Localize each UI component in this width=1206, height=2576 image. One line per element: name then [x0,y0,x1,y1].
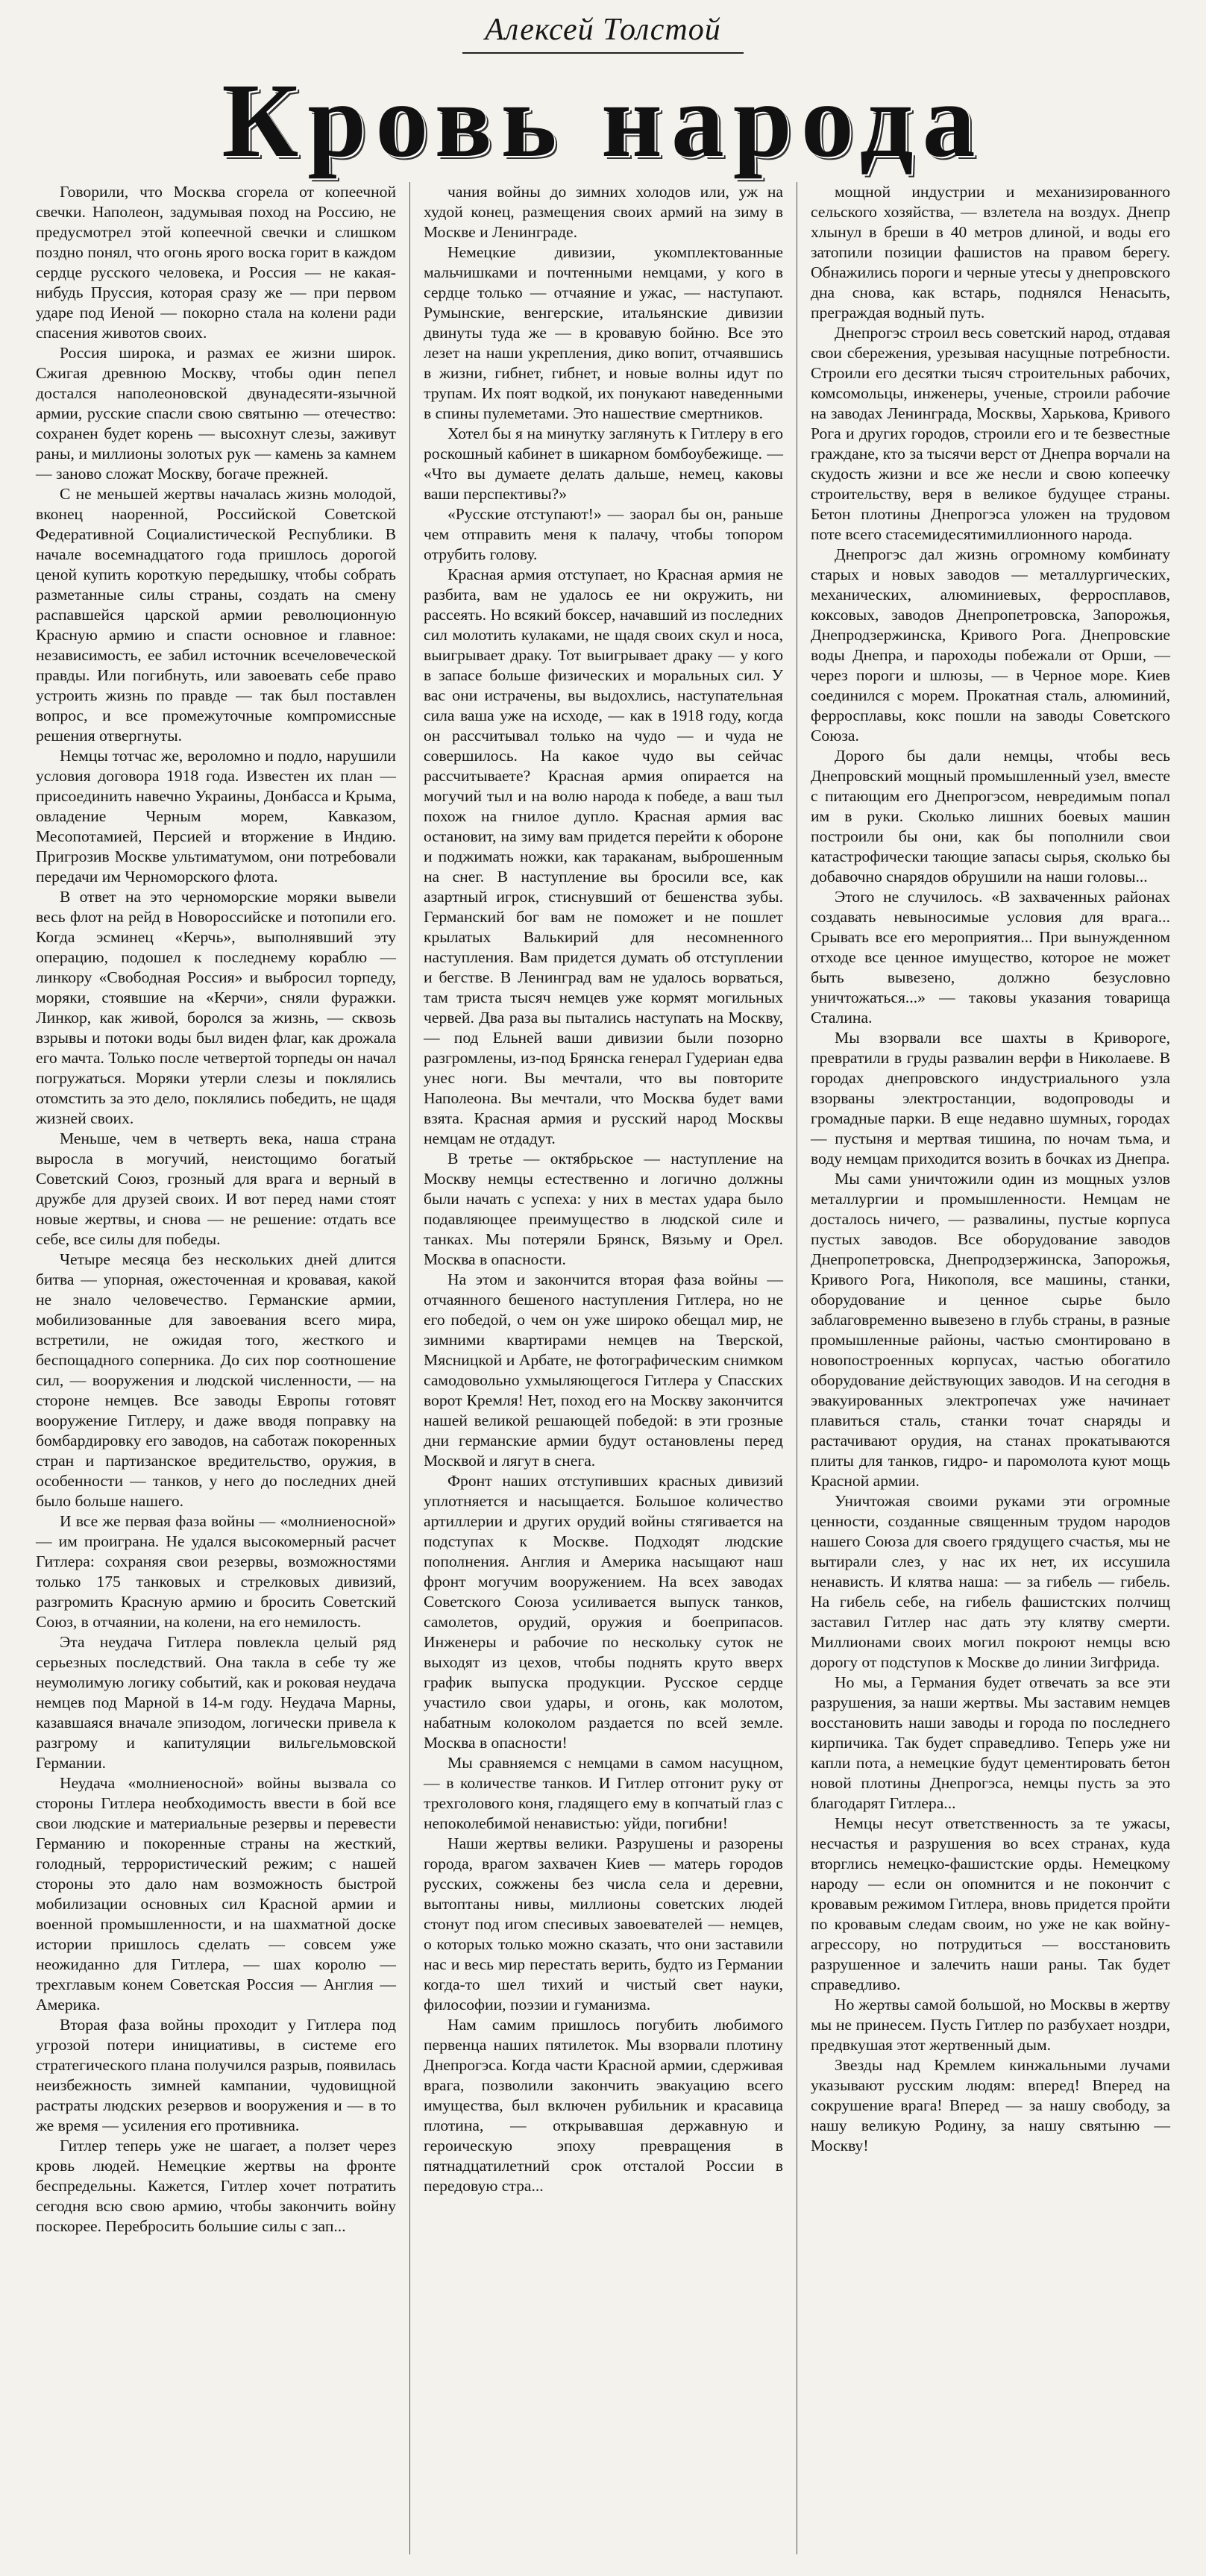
paragraph: Звезды над Кремлем кинжальными лучами указывают русским людям: вперед! Вперед на сокрушение врага! Вперед — за нашу свободу, за нашу великую Родину, за нашу святыню — Москву! [811,2056,1170,2154]
paragraph: Красная армия отступает, но Красная армия не разбита, вам не удалось ее ни окружить, ни рассеять. Но всякий боксер, начавший из последних сил молотить кулаками, не щадя своих скул и носа, выигрывает драку. Тот выигрывает драку — у кого в запасе больше физических и моральных сил. У вас они истрачены, вы выдохлись, наступательная сила ваша уже на исходе, — как в 1918 году, когда он рассчитывал только на чудо — и чуда не совершилось. На какое чудо вы сейчас рассчитываете? Красная армия опирается на могучий тыл и на волю народа к победе, а ваш тыл похож на гнилое дупло. Красная армия вас остановит, на зиму вам придется перейти к обороне и поджимать ножки, как тараканам, выброшенным на снег. В наступление вы бросили все, как азартный игрок, стиснувший от бешенства зубы. Германский бог вам не поможет и не пошлет крылатых Валькирий для несомненного наступления. Вам придется думать об отступлении и бегстве. В Ленинград вам не удалось ворваться, там триста тысяч немцев уже кормят могильных червей. Два раза вы пытались наступать на Москву, — под Ельней ваши дивизии были позорно разгромлены, из-под Брянска генерал Гудериан едва унес ноги. Вы мечтали, что вы повторите Наполеона. Вы мечтали, что Москва будет вами взята. Красная армия и русский народ Москвы немцам не отдадут. [424,565,783,1147]
paragraph: Но жертвы самой большой, но Москвы в жертву мы не принесем. Пусть Гитлер по разбухает ноздри, предвкушая этот жертвенный дым. [811,1996,1170,2054]
article-header [22,10,1184,179]
paragraph: Эта неудача Гитлера повлекла целый ряд серьезных последствий. Она такла в себе ту же неумолимую логику событий, как и роковая неудача немцев под Марной в 14-м году. Неудача Марны, казавшаяся вначале эпизодом, логически привела к разгрому и капитуляции вильгельмовской Германии. [36,1633,396,1772]
paragraph: Гитлер теперь уже не шагает, а ползет через кровь людей. Немецкие жертвы на фронте беспредельны. Кажется, Гитлер хочет потратить сегодня всю свою армию, чтобы закончить войну поскорее. Перебросить большие силы с зап... [36,2137,396,2235]
paragraph: Россия широка, и размах ее жизни широк. Сжигая древнюю Москву, чтобы один пепел достался наполеоновской двунадесяти-язычной армии, русские спасли свою святыню — отечество: сохранен будет корень — высохнут слезы, заживут раны, и миллионы золотых рук — камень за камнем — заново сложат Москву, богаче прежней. [36,344,396,483]
paragraph: Немцы несут ответственность за те ужасы, несчастья и разрушения во всех странах, куда вторглись немецко-фашистские орды. Немецкому народу — если он опомнится и не покончит с кровавым режимом Гитлера, вновь придется пройти по кровавым следам своим, но уже не как войну-агрессору, но потрудиться — восстановить разрушенное и залечить наши раны. Так будет справедливо. [811,1814,1170,1993]
paragraph: Немцы тотчас же, вероломно и подло, нарушили условия договора 1918 года. Известен их план — присоединить навечно Украины, Донбасса и Крыма, овладение Черным морем, Кавказом, Месопотамией, Персией и вторжение в Индию. Пригрозив Москве ультиматумом, они потребовали передачи им Черноморского флота. [36,747,396,886]
paragraph: Меньше, чем в четверть века, наша страна выросла в могучий, неистощимо богатый Советский Союз, грозный для врага и верный в дружбе для друзей своих. И вот перед нами стоят новые жертвы, и снова — не решение: отдать все себе, все силы для победы. [36,1129,396,1248]
paragraph: «Русские отступают!» — заорал бы он, раньше чем отправить меня к палачу, чтобы топором отрубить голову. [424,505,783,563]
paragraph: Немецкие дивизии, укомплектованные мальчишками и почтенными немцами, у кого в сердце только — отчаяние и ужас, — наступают. Румынские, венгерские, итальянские дивизии двинуты туда же — в кровавую бойню. Все это лезет на наши укрепления, дико вопит, отчаявшись в жизни, гибнет, гибнет, и новые волны идут по трупам. Их поят водкой, их понукают наведенными в спины пулеметами. Это нашествие смертников. [424,243,783,422]
paragraph: Говорили, что Москва сгорела от копеечной свечки. Наполеон, задумывая поход на Россию, не предусмотрел этой копеечной свечки и слишком поздно понял, что огонь ярого воска горит в каждом сердце русского человека, и Россия — не какая-нибудь Пруссия, которая сразу же — при первом ударе под Иеной — покорно стала на колени ради спасения животов своих. [36,183,396,342]
column-1 [22,182,409,2554]
paragraph: Но мы, а Германия будет отвечать за все эти разрушения, за наши жертвы. Мы заставим немцев восстановить наши заводы и города по последнего кирпичика. Так будет справедливо. Теперь уже ни капли пота, а немецкие будут цементировать бетон новой плотины Днепрогэса, немцы пусть за это благодарят Гитлера... [811,1673,1170,1812]
paragraph: На этом и закончится вторая фаза войны — отчаянного бешеного наступления Гитлера, но не его победой, о чем он уже широко обещал мир, не зимними квартирами немцев на Тверской, Мясницкой и Арбате, не фотографическим снимком самодовольно ухмыляющегося Гитлера у Спасских ворот Кремля! Нет, поход его на Москву закончится нашей великой решающей победой: в эти грозные дни германские армии будут остановлены перед Москвой и лягут в снега. [424,1270,783,1470]
article-title: Кровь народа [222,61,984,179]
article-body [22,182,1184,2554]
paragraph: Уничтожая своими руками эти огромные ценности, созданные священным трудом народов нашего Союза для своего грядущего счастья, мы не вытирали слез, у нас их нет, их иссушила ненависть. И клятва наша: — за гибель — гибель. На гибель себе, на гибель фашистских полчищ заставил Гитлер нас дать эту клятву смерти. Миллионами своих могил покроют немцы всю дорогу от подступов к Москве до линии Зигфрида. [811,1492,1170,1671]
column-3 [797,182,1184,2554]
paragraph: Этого не случилось. «В захваченных районах создавать невыносимые условия для врага... Срывать все его мероприятия... При вынужденном отходе все ценное имущество, которое не может быть вывезено, должно безусловно уничтожаться...» — таковы указания товарища Сталина. [811,888,1170,1027]
paragraph: Мы сравняемся с немцами в самом насущном, — в количестве танков. И Гитлер отгонит руку от трехголового коня, гладящего ему в копчатый глаз с непоколебимой ненавистью: уйди, погибни! [424,1754,783,1832]
paragraph: Четыре месяца без нескольких дней длится битва — упорная, ожесточенная и кровавая, какой не знало человечество. Германские армии, мобилизованные для завоевания всего мира, встретили, не ожидая того, жесткого и беспощадного соперника. До сих пор соотношение сил, — вооружения и людской численности, — на стороне немцев. Все заводы Европы готовят вооружение Гитлеру, и даже вводя поправку на бомбардировку его заводов, на саботаж покоренных стран и партизанское вредительство, оружия, в особенности — танков, у него до последних дней было больше нашего. [36,1250,396,1510]
paragraph: мощной индустрии и механизированного сельского хозяйства, — взлетела на воздух. Днепр хлынул в бреши в 40 метров длиной, и воды его затопили позиции фашистов на правом берегу. Обнажились пороги и черные утесы у днепровского дна снова, как встарь, поднялся Ненасыть, преграждая водный путь. [811,183,1170,322]
paragraph: Мы сами уничтожили один из мощных узлов металлургии и промышленности. Немцам не досталось ничего, — развалины, пустые корпуса пустых заводов. Все оборудование заводов Днепропетровска, Днепродзержинска, Запорожья, Кривого Рога, Никополя, все машины, станки, оборудование и ценное сырье было заблаговременно вывезено в глубь страны, в разные промышленные районы, частью смонтировано в новопостроенных корпусах, частью обогатило оборудование действующих заводов. И на сегодня в эвакуированных электропечах уже начинает плавиться сталь, станки точат снаряды и растачивают орудия, на станах прокатываются плиты для танков, гидро- и паромолота куют мощь Красной армии. [811,1170,1170,1490]
paragraph: С не меньшей жертвы началась жизнь молодой, вконец наоренной, Российской Советской Федеративной Социалистической Республики. В начале восемнадцатого года пришлось дорогой ценой купить короткую передышку, чтобы собрать разметанные силы страны, создать на смену распавшейся царской армии революционную Красную армию и спасти основное и главное: независимость, ее забил источник всечеловеческой правды. Или погибнуть, или завоевать себе право устроить жизнь по правде — так был поставлен вопрос, и все промежуточные компромиссные решения отвергнуты. [36,485,396,745]
paragraph: Хотел бы я на минутку заглянуть к Гитлеру в его роскошный кабинет в шикарном бомбоубежище. — «Что вы думаете делать дальше, немец, каковы ваши перспективы?» [424,424,783,503]
paragraph: чания войны до зимних холодов или, уж на худой конец, размещения своих армий на зиму в Москве и Ленинграде. [424,183,783,241]
paragraph: Вторая фаза войны проходит у Гитлера под угрозой потери инициативы, в системе его стратегического плана получился разрыв, появилась неизбежность зимней кампании, чудовищной растраты людских резервов и вооружения и — в то же время — усиления его противника. [36,2016,396,2134]
paragraph: Наши жертвы велики. Разрушены и разорены города, врагом захвачен Киев — матерь городов русских, сожжены без числа села и деревни, вытоптаны нивы, миллионы советских людей стонут под игом спесивых завоевателей — немцев, о которых только можно сказать, что они заставили нас и весь мир перестать верить, будто из Германии когда-то шел тихий и чистый свет науки, философии, поэзии и гуманизма. [424,1834,783,2014]
paragraph: В третье — октябрьское — наступление на Москву немцы естественно и логично должны были начать с успеха: у них в местах удара было подавляющее преимущество в людской силе и танках. Мы потеряли Брянск, Вязьму и Орел. Москва в опасности. [424,1150,783,1268]
paragraph: Днепрогэс дал жизнь огромному комбинату старых и новых заводов — металлургических, механических, алюминиевых, ферросплавов, коксовых, заводов Днепропетровска, Запорожья, Днепродзержинска, Кривого Рога. Днепровские воды Днепра, и пароходы побежали от Орши, — через пороги и шлюзы, — в Черное море. Киев соединился с морем. Прокатная сталь, алюминий, ферросплавы, кокс пошли на заводы Советского Союза. [811,545,1170,745]
author-byline: Алексей Толстой [462,10,744,54]
paragraph: Фронт наших отступивших красных дивизий уплотняется и насыщается. Большое количество артиллерии и других орудий войны стягивается на подступах к Москве. Подходят людские пополнения. Англия и Америка насыщают наш фронт могучим вооружением. На всех заводах Советского Союза усиливается выпуск танков, самолетов, орудий, оружия и боеприпасов. Инженеры и рабочие по нескольку суток не выходят из цехов, чтобы поднять круто вверх график выпуска продукции. Русское сердце участило свои удары, и огонь, как молотом, набатным колоколом раздается по всей земле. Москва в опасности! [424,1472,783,1752]
paragraph: И все же первая фаза войны — «молниеносной» — им проиграна. Не удался высокомерный расчет Гитлера: сохраняя свои резервы, возможностями только 175 танковых и стрелковых дивизий, разгромить Красную армию и бросить Советский Союз, в отчаянии, на колени, на его немилость. [36,1512,396,1631]
paragraph: Неудача «молниеносной» войны вызвала со стороны Гитлера необходимость ввести в бой все свои людские и материальные резервы и перевести Германию и покоренные страны на жесткий, голодный, террористический режим; с нашей стороны это дало нам возможность быстрой мобилизации основных сил Красной армии и военной промышленности, и на шахматной доске истории пришлось сделать — совсем уже неожиданно для Гитлера, — шах королю — трехглавым конем Советская Россия — Англия — Америка. [36,1774,396,2014]
paragraph: Днепрогэс строил весь советский народ, отдавая свои сбережения, урезывая насущные потребности. Строили его десятки тысяч строительных рабочих, комсомольцы, инженеры, ученые, строили рабочие на заводах Ленинграда, Москвы, Харькова, Кривого Рога и других городов, строили его и те безвестные граждане, кто за тысячи верст от Днепра ворчали на скудость жизни и все же несли и свою копеечку строительству, веря в великое будущее страны. Бетон плотины Днепрогэса уложен на трудовом поте всего стасемидесятимиллионного народа. [811,324,1170,543]
paragraph: Мы взорвали все шахты в Кривороге, превратили в груды развалин верфи в Николаеве. В городах днепровского индустриального узла взорваны электростанции, водопроводы и громадные парки. В еще недавно шумных, городах — пустыня и мертвая тишина, по ночам тьма, и воду немцам приходится возить в бочках из Днепра. [811,1029,1170,1168]
paragraph: Нам самим пришлось погубить любимого первенца наших пятилеток. Мы взорвали плотину Днепрогэса. Когда части Красной армии, сдерживая врага, позволили закончить эвакуацию всего имущества, был включен рубильник и красавица плотина, — открывавшая державную и героическую эпоху превращения в пятнадцатилетний срок отсталой России в передовую стра... [424,2016,783,2195]
paragraph: В ответ на это черноморские моряки вывели весь флот на рейд в Новороссийске и потопили его. Когда эсминец «Керчь», выполнявший эту операцию, подошел к последнему кораблю — линкору «Свободная Россия» и выбросил торпеду, моряки, стоявшие на «Керчи», сняли фуражки. Линкор, как живой, боролся за жизнь, — сквозь взрывы и потоки воды был виден флаг, как дрожала его мачта. Только после четвертой торпеды он начал погружаться. Моряки утерли слезы и поклялись отомстить за это дело, поклялись победить, не щадя жизней своих. [36,888,396,1127]
column-2 [409,182,797,2554]
paragraph: Дорого бы дали немцы, чтобы весь Днепровский мощный промышленный узел, вместе с питающим его Днепрогэсом, невредимым попал им в руки. Сколько лишних боевых машин построили бы они, как бы пополнили свои катастрофически тающие запасы сырья, сколько бы добавочно снарядов обрушили на наши головы... [811,747,1170,886]
